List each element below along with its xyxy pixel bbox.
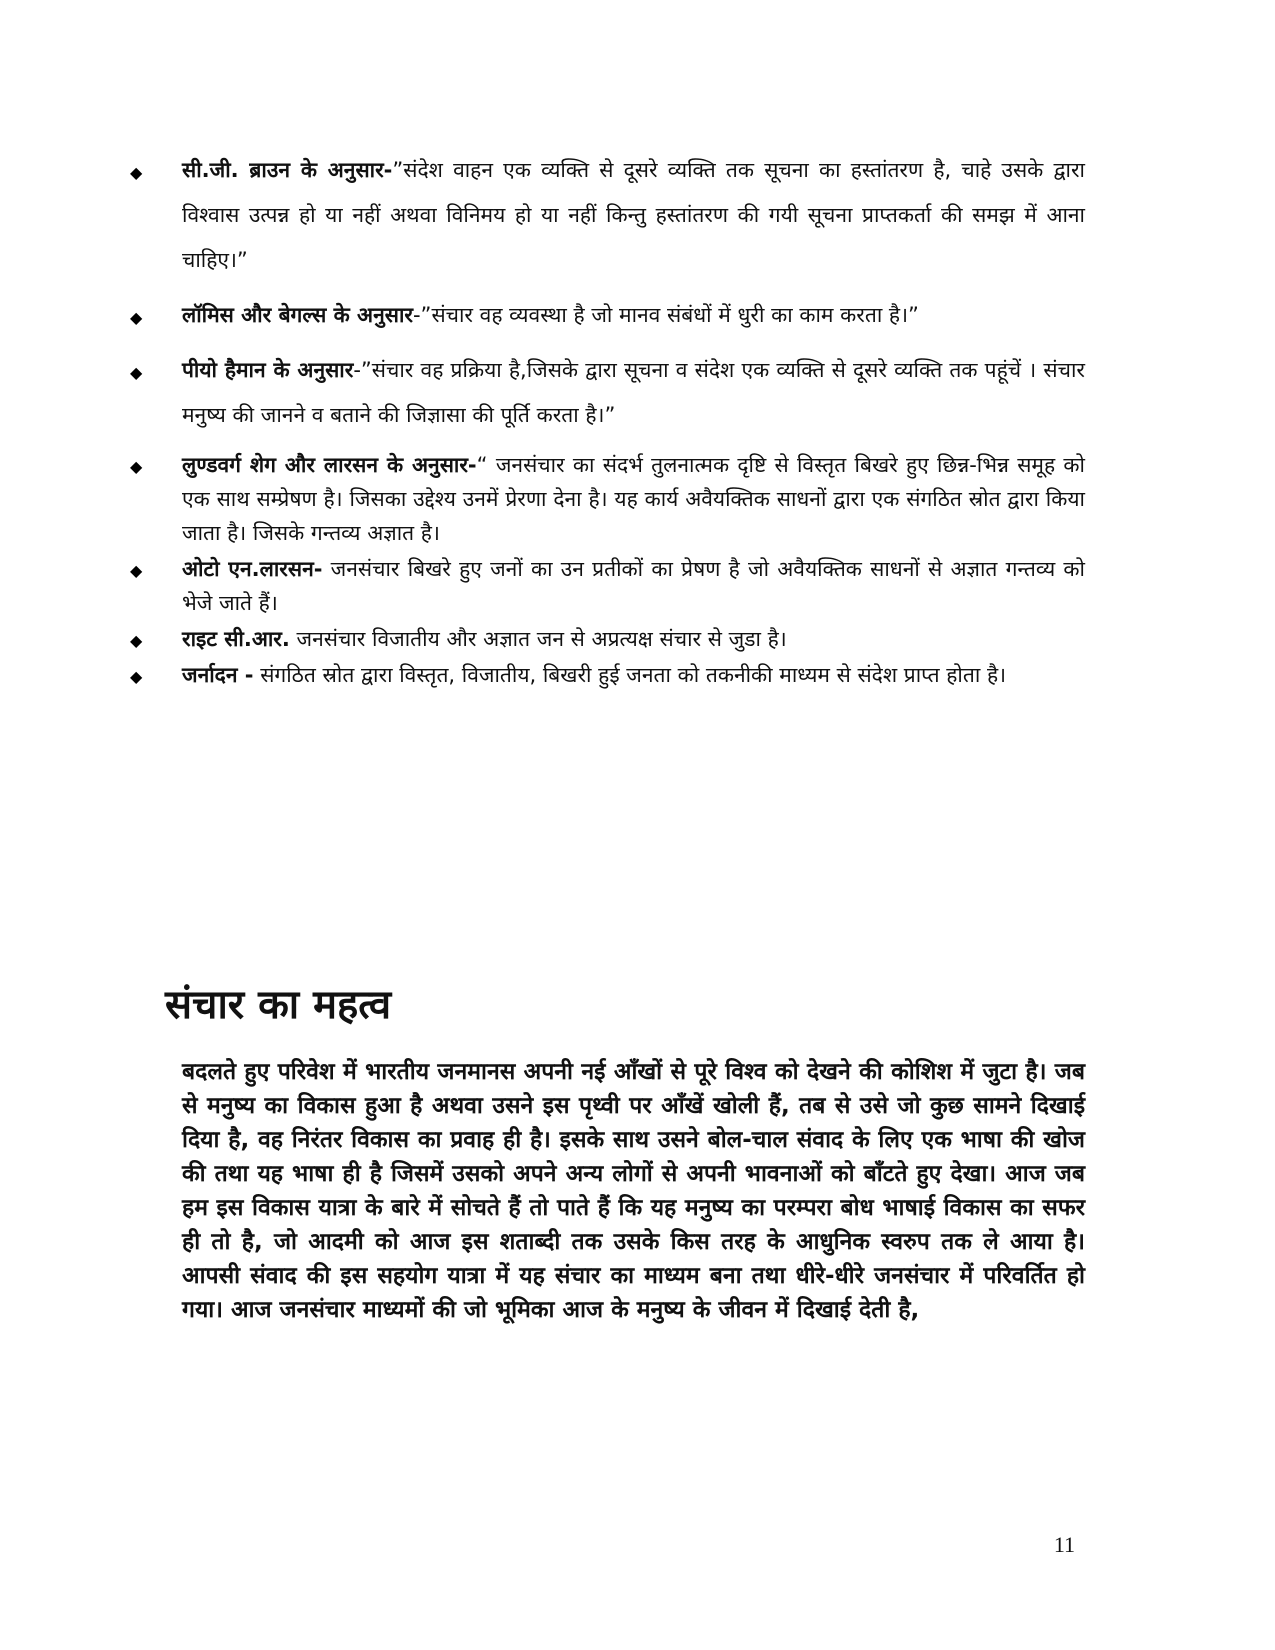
definition-item-piyo-haiman	[130, 348, 1085, 438]
definition-author: जर्नादन -	[182, 663, 254, 687]
diamond-bullet-icon: ◆	[130, 308, 143, 327]
definition-item-jarnadan	[130, 658, 1085, 692]
page-number: 11	[1053, 1532, 1075, 1557]
definition-author: राइट सी.आर.	[182, 627, 290, 651]
definitions-list	[130, 148, 1085, 694]
definition-text: जनसंचार विजातीय और अज्ञात जन से अप्रत्यक्ष संचार से जुडा है।	[289, 627, 787, 651]
definition-text: ”संदेश वाहन एक व्यक्ति से दूसरे व्यक्ति तक सूचना का हस्तांतरण है, चाहे उसके द्वारा विश्वास उत्पन्न हो या नहीं अथवा विनिमय हो या नहीं किन्तु हस्तांतरण की गयी सूचना प्राप्तकर्ता की समझ में आना चाहिए।”	[182, 158, 1085, 272]
definition-author: लॉमिस और बेगल्स के अनुसार	[182, 303, 413, 327]
diamond-bullet-icon: ◆	[130, 457, 143, 476]
diamond-bullet-icon: ◆	[130, 561, 143, 580]
section-paragraph: बदलते हुए परिवेश में भारतीय जनमानस अपनी नई आँखों से पूरे विश्व को देखने की कोशिश में जुटा है। जब से मनुष्य का विकास हुआ है अथवा उसने इस पृथ्वी पर आँखें खोली हैं, तब से उसे जो कुछ सामने दिखाई दिया है, वह निरंतर विकास का प्रवाह ही है। इसके साथ उसने बोल-चाल संवाद के लिए एक भाषा की खोज की तथा यह भाषा ही है जिसमें उसको अपने अन्य लोगों से अपनी भावनाओं को बाँटते हुए देखा। आज जब हम इस विकास यात्रा के बारे में सोचते हैं तो पाते हैं कि यह मनुष्य का परम्परा बोध भाषाई विकास का सफर ही तो है, जो आदमी को आज इस शताब्दी तक उसके किस तरह के आधुनिक स्वरुप तक ले आया है। आपसी संवाद की इस सहयोग यात्रा में यह संचार का माध्यम बना तथा धीरे-धीरे जनसंचार में परिवर्तित हो गया। आज जनसंचार माध्यमों की जो भूमिका आज के मनुष्य के जीवन में दिखाई देती है,	[182, 1059, 1085, 1323]
definition-item-lundvarg	[130, 448, 1085, 550]
definition-item-cg-brown	[130, 148, 1085, 283]
diamond-bullet-icon: ◆	[130, 163, 143, 182]
definition-author: सी.जी. ब्राउन के अनुसार-	[182, 158, 393, 182]
section-heading: संचार का महत्व	[165, 982, 392, 1028]
definition-item-oto-larsan	[130, 552, 1085, 620]
definition-author: ओटो एन.लारसन-	[182, 557, 323, 581]
definition-author: पीयो हैमान के अनुसार	[182, 358, 354, 382]
definition-text: -”संचार वह प्रक्रिया है,जिसके द्वारा सूचना व संदेश एक व्यक्ति से दूसरे व्यक्ति तक पहूंचें । संचार मनुष्य की जानने व बताने की जिज्ञासा की पूर्ति करता है।”	[182, 358, 1085, 427]
diamond-bullet-icon: ◆	[130, 363, 143, 382]
definition-text: जनसंचार बिखरे हुए जनों का उन प्रतीकों का प्रेषण है जो अवैयक्तिक साधनों से अज्ञात गन्तव्य को भेजे जाते हैं।	[182, 557, 1085, 615]
definition-author: लुण्डवर्ग शेग और लारसन के अनुसार-	[182, 453, 477, 477]
diamond-bullet-icon: ◆	[130, 667, 143, 686]
definition-item-lomis-begals	[130, 293, 1085, 338]
diamond-bullet-icon: ◆	[130, 631, 143, 650]
definition-text: -”संचार वह व्यवस्था है जो मानव संबंधों में धुरी का काम करता है।”	[412, 303, 919, 327]
definition-item-wright-cr	[130, 622, 1085, 656]
definition-text: संगठित स्रोत द्वारा विस्तृत, विजातीय, बिखरी हुई जनता को तकनीकी माध्यम से संदेश प्राप्त होता है।	[253, 663, 1007, 687]
definition-text: “ जनसंचार का संदर्भ तुलनात्मक दृष्टि से विस्तृत बिखरे हुए छिन्न-भिन्न समूह को एक साथ सम्प्रेषण है। जिसका उद्देश्य उनमें प्रेरणा देना है। यह कार्य अवैयक्तिक साधनों द्वारा एक संगठित स्रोत द्वारा किया जाता है। जिसके गन्तव्य अज्ञात है।	[182, 453, 1085, 545]
